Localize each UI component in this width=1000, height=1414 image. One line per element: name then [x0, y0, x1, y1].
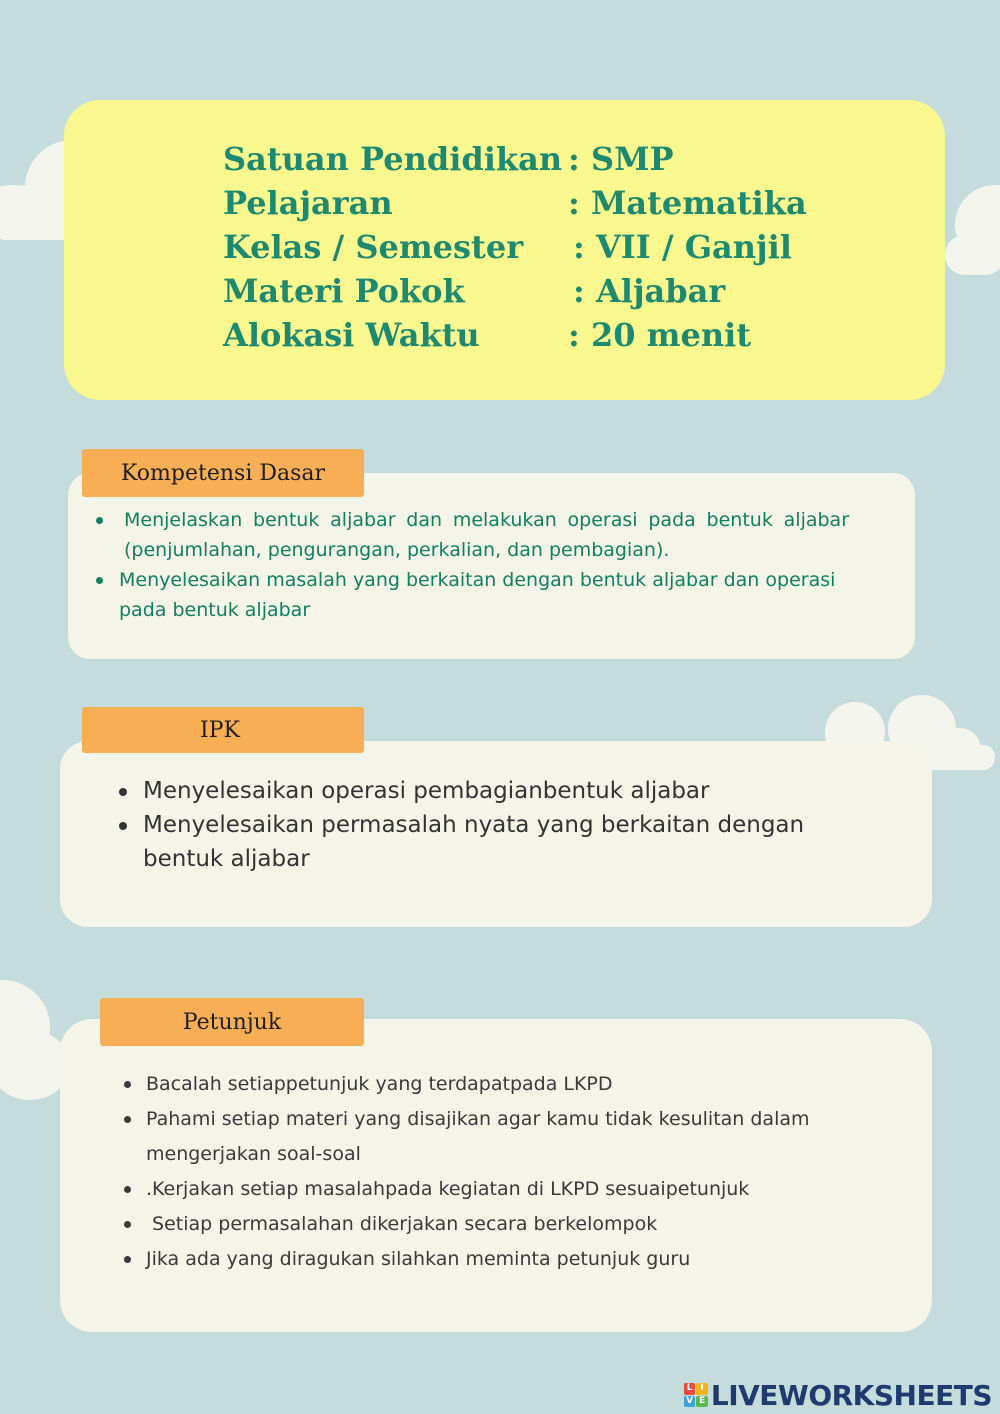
- petunjuk-list: [60, 1067, 932, 1277]
- list-item-text: Setiap permasalahan dikerjakan secara berkelompok: [146, 1213, 658, 1235]
- bullet-icon: [124, 1221, 131, 1228]
- header-value: : Matematika: [568, 184, 807, 222]
- header-value: : VII / Ganjil: [573, 228, 792, 266]
- header-row-alokasi: [223, 315, 751, 355]
- bullet-icon: [119, 822, 127, 830]
- ipk-title-tag: [82, 707, 364, 753]
- header-info-card: [64, 100, 945, 400]
- header-value: : 20 menit: [568, 316, 752, 354]
- logo-letter: V: [684, 1396, 696, 1408]
- header-row-materi: [223, 271, 725, 311]
- section-title: Petunjuk: [182, 1009, 282, 1035]
- kompetensi-list: [68, 505, 915, 625]
- header-label: Kelas / Semester: [223, 228, 524, 266]
- header-value: : Aljabar: [573, 272, 726, 310]
- list-item-text: Menyelesaikan permasalah nyata yang berkaitan dengan bentuk aljabar: [143, 812, 805, 872]
- header-label: Pelajaran: [223, 184, 393, 222]
- list-item: [68, 505, 849, 565]
- kompetensi-title-tag: [82, 449, 364, 497]
- bullet-icon: [96, 517, 103, 524]
- header-row-pelajaran: [223, 183, 807, 223]
- bullet-icon: [124, 1186, 131, 1193]
- list-item: [60, 1067, 932, 1102]
- section-title: Kompetensi Dasar: [120, 460, 326, 486]
- header-value: : SMP: [568, 140, 674, 178]
- liveworksheets-logo-icon: [684, 1383, 708, 1407]
- header-label: Materi Pokok: [223, 272, 465, 310]
- list-item-text: Pahami setiap materi yang disajikan agar kamu tidak kesulitan dalam mengerjakan soal-soal: [146, 1108, 810, 1165]
- list-item: [60, 1102, 932, 1172]
- list-item: [60, 1172, 932, 1207]
- kompetensi-card: [68, 473, 915, 659]
- list-item: [60, 1242, 932, 1277]
- logo-letter: L: [684, 1383, 696, 1395]
- bullet-icon: [124, 1116, 131, 1123]
- list-item: [60, 1207, 932, 1242]
- logo-letter: I: [696, 1383, 708, 1395]
- list-item-text: Menjelaskan bentuk aljabar dan melakukan operasi pada bentuk aljabar (penjumlahan, pengurangan, perkalian, dan pembagian).: [124, 509, 849, 561]
- ipk-list: [60, 774, 932, 876]
- header-row-kelas: [223, 227, 792, 267]
- list-item: [60, 774, 932, 808]
- petunjuk-card: [60, 1019, 932, 1332]
- header-row-satuan: [223, 139, 674, 179]
- list-item: [60, 808, 932, 876]
- bullet-icon: [119, 788, 127, 796]
- header-label: Satuan Pendidikan: [223, 140, 563, 178]
- list-item: [68, 565, 881, 625]
- list-item-text: Bacalah setiappetunjuk yang terdapatpada LKPD: [146, 1073, 613, 1095]
- bullet-icon: [124, 1081, 131, 1088]
- bullet-icon: [96, 577, 103, 584]
- list-item-text: .Kerjakan setiap masalahpada kegiatan di LKPD sesuaipetunjuk: [146, 1178, 750, 1200]
- ipk-card: [60, 741, 932, 927]
- liveworksheets-brand[interactable]: [684, 1380, 992, 1410]
- list-item-text: Jika ada yang diragukan silahkan meminta petunjuk guru: [146, 1248, 691, 1270]
- cloud-top-right: [945, 185, 1000, 275]
- bullet-icon: [124, 1256, 131, 1263]
- brand-text: LIVEWORKSHEETS: [710, 1378, 992, 1412]
- petunjuk-title-tag: [100, 998, 364, 1046]
- header-label: Alokasi Waktu: [223, 316, 480, 354]
- section-title: IPK: [200, 717, 240, 743]
- list-item-text: Menyelesaikan masalah yang berkaitan dengan bentuk aljabar dan operasi pada bentuk aljabar: [119, 569, 836, 621]
- logo-letter: E: [696, 1396, 708, 1408]
- list-item-text: Menyelesaikan operasi pembagianbentuk aljabar: [143, 778, 710, 804]
